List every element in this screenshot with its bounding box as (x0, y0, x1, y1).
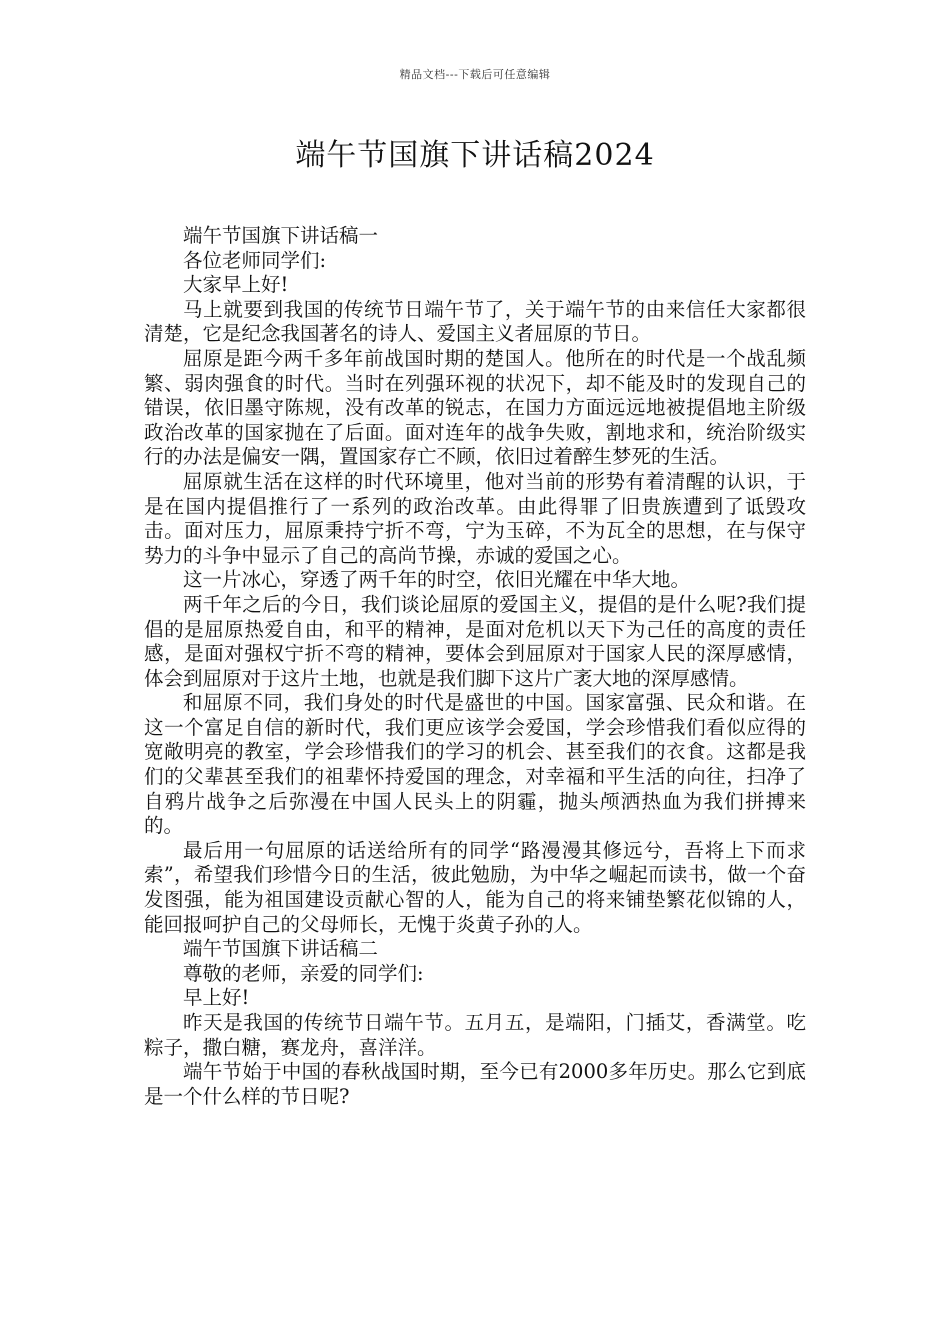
paragraph: 马上就要到我国的传统节日端午节了，关于端午节的由来信任大家都很清楚，它是纪念我国著名的诗人、爱国主义者屈原的节日。 (144, 297, 806, 346)
paragraph: 最后用一句屈原的话送给所有的同学“路漫漫其修远兮，吾将上下而求索”，希望我们珍惜今日的生活，彼此勉励，为中华之崛起而读书，做一个奋发图强，能为祖国建设贡献心智的人，能为自己的将来铺垫繁花似锦的人，能回报呵护自己的父母师长，无愧于炎黄子孙的人。 (144, 838, 806, 936)
paragraph: 端午节始于中国的春秋战国时期，至今已有2000多年历史。那么它到底是一个什么样的节日呢? (144, 1060, 806, 1108)
paragraph: 大家早上好! (183, 273, 289, 297)
paragraph: 和屈原不同，我们身处的时代是盛世的中国。国家富强、民众和谐。在这一个富足自信的新时代，我们更应该学会爱国，学会珍惜我们看似应得的宽敞明亮的教室，学会珍惜我们的学习的机会、甚至我们的衣食。这都是我们的父辈甚至我们的祖辈怀持爱国的理念，对幸福和平生活的向往，扫净了自鸦片战争之后弥漫在中国人民头上的阴霾，抛头颅洒热血为我们拼搏来的。 (144, 691, 806, 838)
paragraph: 屈原是距今两千多年前战国时期的楚国人。他所在的时代是一个战乱频繁、弱肉强食的时代。当时在列强环视的状况下，却不能及时的发现自己的错误，依旧墨守陈规，没有改革的锐志，在国力方面远远地被提倡地主阶级政治改革的国家抛在了后面。面对连年的战争失败，割地求和，统治阶级实行的办法是偏安一隅，置国家存亡不顾，依旧过着醉生梦死的生活。 (144, 346, 806, 469)
document-title: 端午节国旗下讲话稿2024 (295, 138, 655, 173)
paragraph: 屈原就生活在这样的时代环境里，他对当前的形势有着清醒的认识，于是在国内提倡推行了一系列的政治改革。由此得罪了旧贵族遭到了诋毁攻击。面对压力，屈原秉持宁折不弯，宁为玉碎，不为瓦全的思想，在与保守势力的斗争中显示了自己的高尚节操，赤诚的爱国之心。 (144, 469, 806, 567)
paragraph: 端午节国旗下讲话稿一 (183, 224, 379, 247)
paragraph: 昨天是我国的传统节日端午节。五月五，是端阳，门插艾，香满堂。吃粽子，撒白糖，赛龙舟，喜洋洋。 (144, 1011, 806, 1059)
paragraph: 两千年之后的今日，我们谈论屈原的爱国主义，提倡的是什么呢?我们提倡的是屈原热爱自由，和平的精神，是面对危机以天下为己任的高度的责任感，是面对强权宁折不弯的精神，要体会到屈原对于国家人民的深厚感情，体会到屈原对于这片土地，也就是我们脚下这片广袤大地的深厚感情。 (144, 592, 806, 690)
paragraph: 早上好! (183, 986, 250, 1010)
header-note: 精品文档---下载后可任意编辑 (399, 68, 551, 81)
document-body (144, 224, 806, 1109)
paragraph: 端午节国旗下讲话稿二 (183, 937, 379, 961)
paragraph: 这一片冰心，穿透了两千年的时空，依旧光耀在中华大地。 (183, 568, 691, 592)
paragraph: 各位老师同学们: (183, 248, 327, 272)
paragraph: 尊敬的老师，亲爱的同学们: (183, 961, 424, 985)
